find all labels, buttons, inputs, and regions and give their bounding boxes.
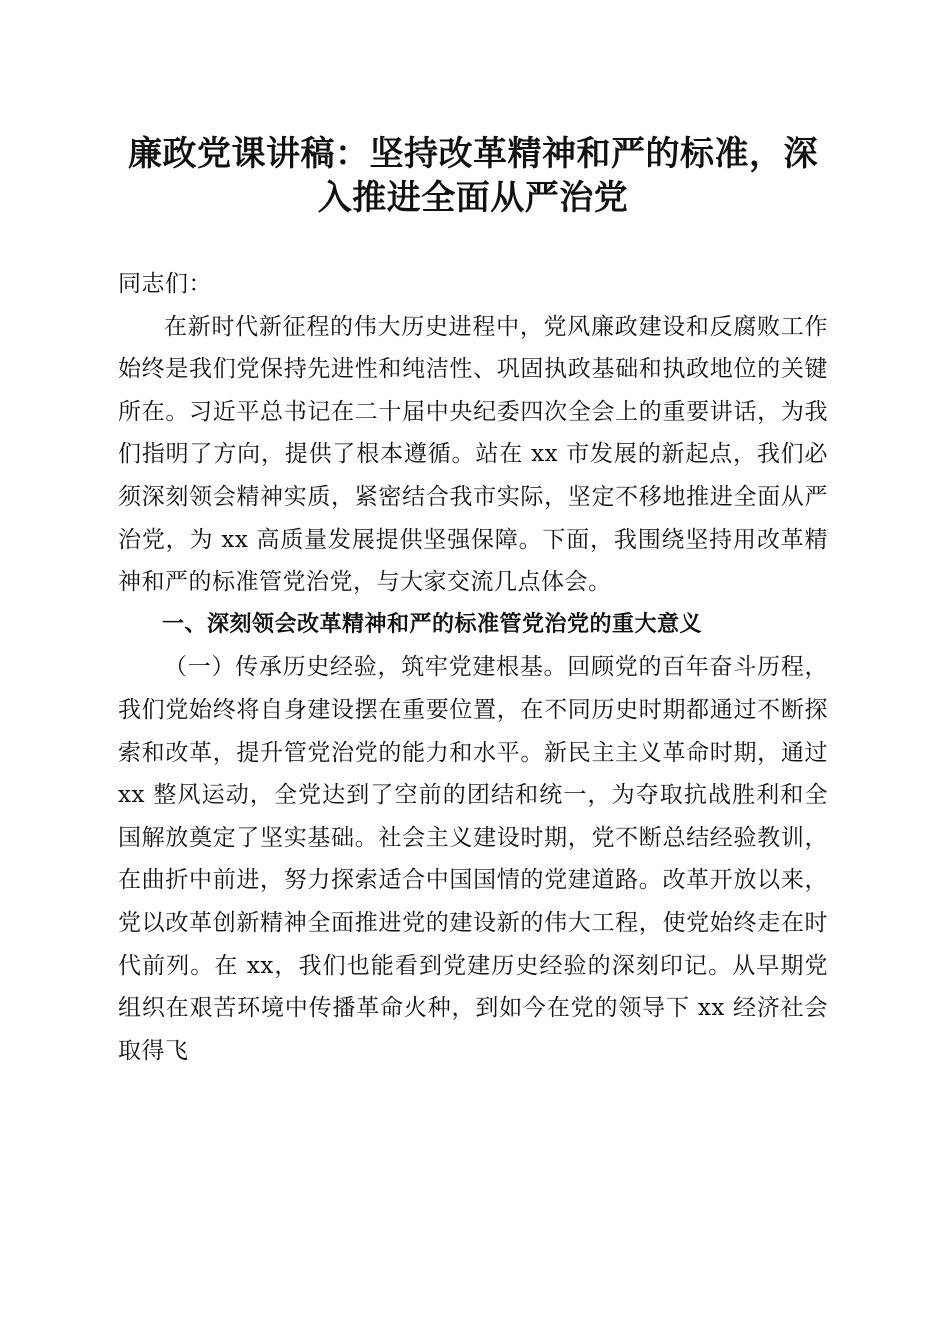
section-heading-1: 一、深刻领会改革精神和严的标准管党治党的重大意义 (162, 611, 703, 637)
salutation: 同志们： (118, 271, 212, 297)
title-line-1: 廉政党课讲稿：坚持改革精神和严的标准，深 (128, 134, 818, 174)
document-title (118, 132, 828, 220)
document-body (118, 132, 828, 1072)
title-line-2: 入推进全面从严治党 (317, 178, 629, 218)
paragraph-history: （一）传承历史经验，筑牢党建根基。回顾党的百年奋斗历程，我们党始终将自身建设摆在重要位置，在不同历史时期都通过不断探索和改革，提升管党治党的能力和水平。新民主主义革命时期，通过 xx 整风运动，全党达到了空前的团结和统一，为夺取抗战胜利和全国解放奠定了坚实基础。社会主义建设时期，党不断总结经验教训，在曲折中前进，努力探索适合中国国情的党建道路。改革开放以来，党以改革创新精神全面推进党的建设新的伟大工程，使党始终走在时代前列。在 xx，我们也能看到党建历史经验的深刻印记。从早期党组织在艰苦环境中传播革命火种，到如今在党的领导下 xx 经济社会取得飞 (118, 654, 828, 1064)
paragraph-intro: 在新时代新征程的伟大历史进程中，党风廉政建设和反腐败工作始终是我们党保持先进性和纯洁性、巩固执政基础和执政地位的关键所在。习近平总书记在二十届中央纪委四次全会上的重要讲话，为我们指明了方向，提供了根本遵循。站在 xx 市发展的新起点，我们必须深刻领会精神实质，紧密结合我市实际，坚定不移地推进全面从严治党，为 xx 高质量发展提供坚强保障。下面，我围绕坚持用改革精神和严的标准管党治党，与大家交流几点体会。 (118, 313, 828, 596)
